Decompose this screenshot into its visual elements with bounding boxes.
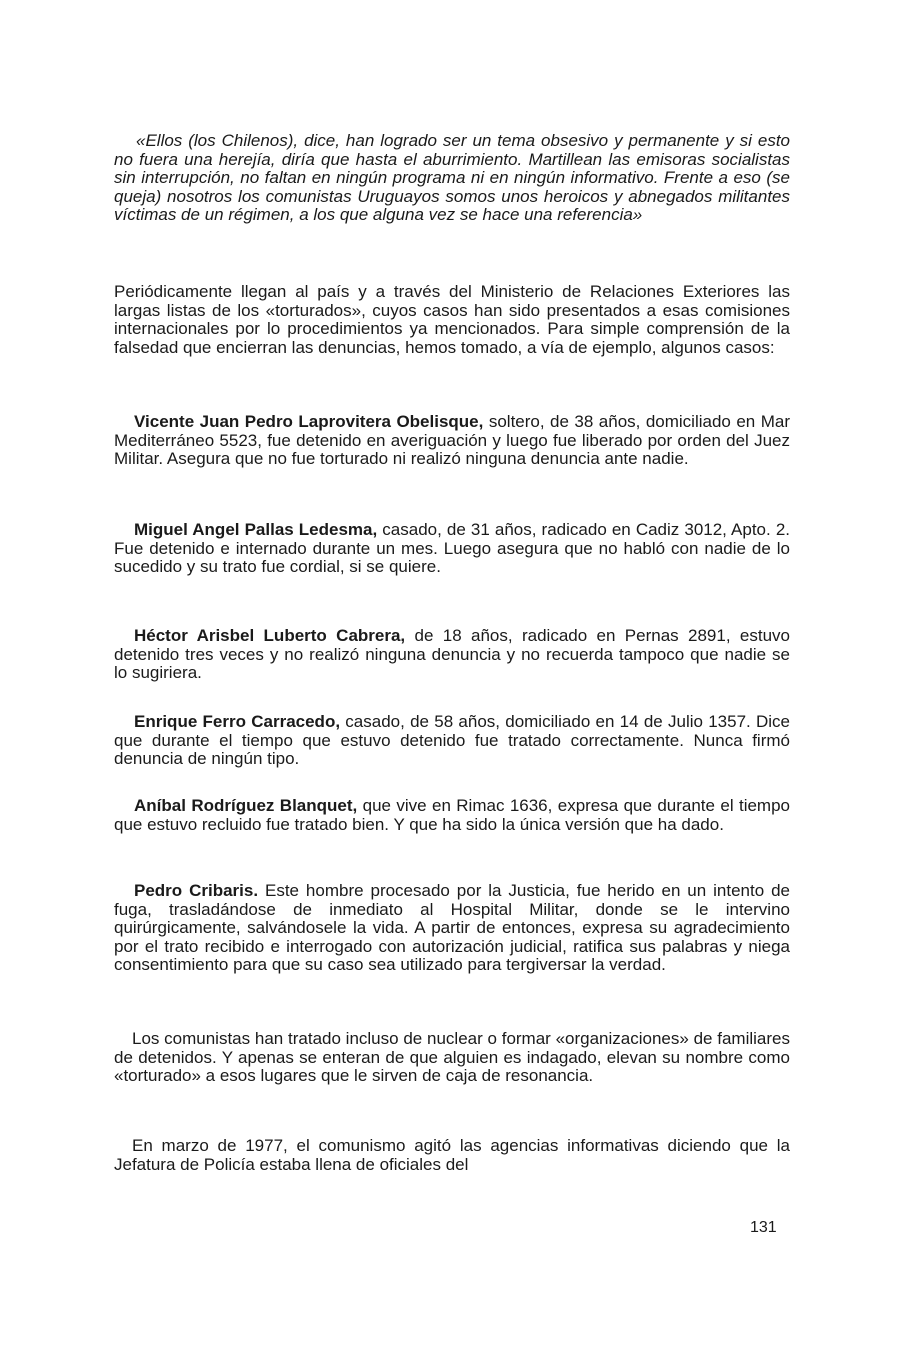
case-paragraph [114, 413, 790, 469]
case-paragraph [114, 797, 790, 834]
case-name: Vicente Juan Pedro Laprovitera Obelisque, [134, 412, 484, 431]
quote-paragraph: «Ellos (los Chilenos), dice, han logrado ser un tema obsesivo y permanente y si esto no fuera una herejía, diría que hasta el aburrimiento. Martillean las emisoras socialistas sin interrupción, no faltan en ningún programa ni en ningún informativo. Frente a eso (se queja) nosotros los comunistas Uruguayos somos unos heroicos y abnegados militantes víctimas de un régimen, a los que alguna vez se hace una referencia» [114, 131, 790, 225]
case-text: de 18 años, radicado en Pernas 2891, estuvo detenido tres veces y no realizó ninguna denuncia y no recuerda tampoco que nadie se lo sugiriera. [114, 626, 790, 683]
marzo-paragraph: En marzo de 1977, el comunismo agitó las agencias informativas diciendo que la Jefatura de Policía estaba llena de oficiales del [114, 1136, 790, 1174]
case-paragraph [114, 882, 790, 975]
case-text: soltero, de 38 años, domiciliado en Mar Mediterráneo 5523, fue detenido en averiguación y luego fue liberado por orden del Juez Militar. Asegura que no fue torturado ni realizó ninguna denuncia ante nadie. [114, 412, 790, 469]
case-paragraph [114, 713, 790, 769]
case-text: casado, de 58 años, domiciliado en 14 de Julio 1357. Dice que durante el tiempo que estuvo detenido fue tratado correctamente. Nunca firmó denuncia de ningún tipo. [114, 712, 790, 769]
case-name: Enrique Ferro Carracedo, [134, 712, 341, 731]
case-name: Miguel Angel Pallas Ledesma, [134, 520, 378, 539]
case-paragraph [114, 521, 790, 577]
page-number: 131 [750, 1219, 777, 1236]
comunistas-paragraph: Los comunistas han tratado incluso de nuclear o formar «organizaciones» de familiares de detenidos. Y apenas se enteran de que alguien es indagado, elevan su nombre como «torturado» a esos lugares que le sirven de caja de resonancia. [114, 1029, 790, 1086]
case-name: Pedro Cribaris. [134, 881, 259, 900]
case-name: Aníbal Rodríguez Blanquet, [134, 796, 358, 815]
case-text: casado, de 31 años, radicado en Cadiz 3012, Apto. 2. Fue detenido e internado durante un mes. Luego asegura que no habló con nadie de lo sucedido y su trato fue cordial, si se quiere. [114, 520, 790, 577]
case-text: Este hombre procesado por la Justicia, fue herido en un intento de fuga, trasladándose de inmediato al Hospital Militar, donde se le intervino quirúrgicamente, salvándosele la vida. A partir de entonces, expresa su agradecimiento por el trato recibido e interrogado con autorización judicial, ratifica sus palabras y niega consentimiento para que su caso sea utilizado para tergiversar la verdad. [114, 881, 791, 975]
case-text: que vive en Rimac 1636, expresa que durante el tiempo que estuvo recluido fue tratado bien. Y que ha sido la única versión que ha dado. [114, 796, 790, 834]
case-name: Héctor Arisbel Luberto Cabrera, [134, 626, 406, 645]
intro-paragraph: Periódicamente llegan al país y a través del Ministerio de Relaciones Exteriores las largas listas de los «torturados», cuyos casos han sido presentados a esas comisiones internacionales por lo procedimientos ya mencionados. Para simple comprensión de la falsedad que encierran las denuncias, hemos tomado, a vía de ejemplo, algunos casos: [114, 282, 790, 357]
case-paragraph [114, 627, 790, 683]
